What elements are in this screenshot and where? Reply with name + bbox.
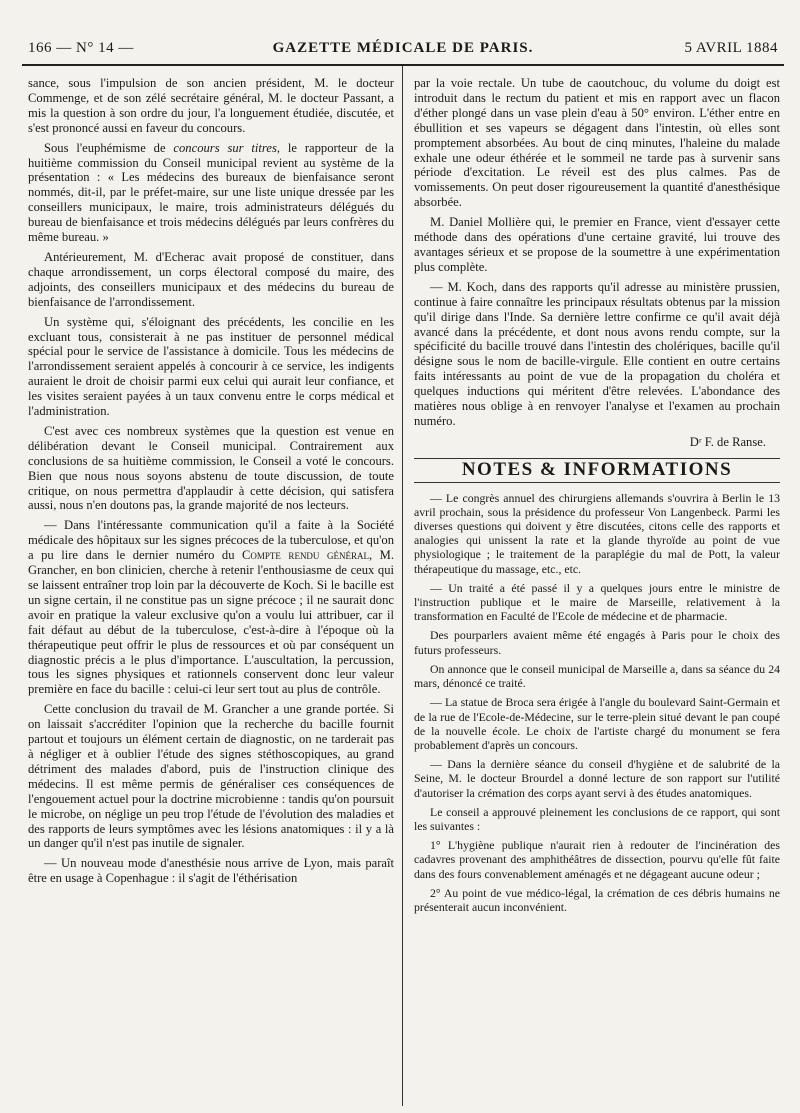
author-signature: Dʳ F. de Ranse.	[689, 434, 766, 449]
text-run: — Dans l'intéressante communication qu'il a faite à la Société médicale des hôpitaux sur les signes précoces de la tuberculose, et qu'on a pu lire dans le dernier numéro du	[28, 518, 394, 563]
text-run: Sous l'euphémisme de	[44, 140, 174, 155]
paragraph: — Un nouveau mode d'anesthésie nous arrive de Lyon, mais paraît être en usage à Copenhague : il s'agit de l'éthérisation	[28, 856, 394, 886]
section-title: NOTES & INFORMATIONS	[414, 458, 780, 483]
notes-section	[414, 491, 780, 914]
paragraph: 2° Au point de vue médico-légal, la crémation de ces débris humains ne présenterait aucun inconvénient.	[414, 885, 780, 914]
paragraph: Un système qui, s'éloignant des précédents, les concilie en les excluant tous, consisterait à ne pas instituer de personnel médical spécial pour le service de l'assistance à domicile. Tous les médecins de l'arrondissement seraient appelés à concourir à ce service, les indigents auraient le droit de choisir parmi eux celui qui aurait leur confiance, et les visites seraient payées à un taux convenu entre le corps médical et l'administration.	[28, 314, 394, 419]
paragraph: Antérieurement, M. d'Echerac avait proposé de constituer, dans chaque arrondissement, un corps électoral composé du maire, des adjoints, des conseillers municipaux et des médecins du bureau de bienfaisance de l'arrondissement.	[28, 249, 394, 309]
header-rule	[22, 64, 784, 66]
paragraph: — Un traité a été passé il y a quelques jours entre le ministre de l'instruction publique et le maire de Marseille, relativement à la transformation en Faculté de l'Ecole de médecine et de pharmacie.	[414, 580, 780, 624]
paragraph: — La statue de Broca sera érigée à l'angle du boulevard Saint-Germain et de la rue de l'Ecole-de-Médecine, sur le terre-plein situé devant le pan coupé de la nouvelle école. Le choix de l'artiste chargé du monument se fera probablement d'après un concours.	[414, 695, 780, 752]
paragraph: — Dans la dernière séance du conseil d'hygiène et de salubrité de la Seine, M. le docteur Brourdel a donné lecture de son rapport sur l'utilité d'autoriser la crémation des corps ayant servi à des études anatomiques.	[414, 757, 780, 800]
left-column	[28, 76, 394, 1106]
paragraph: M. Daniel Mollière qui, le premier en France, vient d'essayer cette méthode dans des opérations d'une certaine gravité, lui trouve des avantages sérieux et se propose de la soumettre à une expérimentation plus complète.	[414, 215, 780, 274]
page-header	[22, 38, 784, 62]
issue-date: 5 AVRIL 1884	[684, 40, 778, 56]
paragraph: Le conseil a approuvé pleinement les conclusions de ce rapport, qui sont les suivantes :	[414, 804, 780, 833]
paragraph	[28, 141, 394, 245]
newspaper-page	[22, 0, 784, 1113]
italic-text: concours sur titres	[173, 140, 277, 155]
paragraph: Des pourparlers avaient même été engagés à Paris pour le choix des futurs professeurs.	[414, 628, 780, 657]
text-run: , le rapporteur de la huitième commission du Conseil municipal revient au système de la présentation : « Les médecins des bureaux de bienfaisance seront nommés, dit-il, par le préfet-maire, sur une liste unique dressée par les conseillers municipaux, le maire, trois administrateurs délégués du bureau de bienfaisance et trois médecins délégués par leurs confrères du même bureau. »	[28, 140, 394, 245]
small-caps-text: Compte rendu général	[242, 548, 369, 563]
paragraph: On annonce que le conseil municipal de Marseille a, dans sa séance du 24 mars, dénoncé ce traité.	[414, 661, 780, 691]
column-divider	[402, 66, 403, 1106]
page-number: 166 — N° 14 —	[28, 40, 134, 56]
journal-title: GAZETTE MÉDICALE DE PARIS.	[272, 40, 534, 56]
paragraph: — Le congrès annuel des chirurgiens allemands s'ouvrira à Berlin le 13 avril prochain, sous la présidence du professeur Von Langenbeck. Parmi les diverses questions qui doivent y être discutées, citons celle des rapports et analogies qui unissent la rate et la glande thyroïde au point de vue physiologique ; le traitement de la paraplégie du mal de Pott, la valeur thérapeutique du massage, etc., etc.	[414, 490, 780, 576]
paragraph: C'est avec ces nombreux systèmes que la question est venue en délibération devant le Conseil municipal. Contrairement aux conclusions de sa huitième commission, le Conseil a voté le concours. Bien que nous nous soyons abstenu de toute discussion, de toute critique, on nous permettra d'applaudir à cette décision, qui satisfera aussi, nous n'en doutons pas, la grande majorité de nos lecteurs.	[28, 423, 394, 513]
paragraph: — M. Koch, dans des rapports qu'il adresse au ministère prussien, continue à faire connaître les principaux résultats obtenus par la mission qu'il dirige dans l'Inde. Sa dernière lettre confirme ce qu'il avait déjà avancé dans la précédente, et dont nous avons rendu compte, sur la spécificité du bacille trouvé dans l'intestin des cholériques, bacille qu'il désigne sous le nom de bacille-virgule. Elle contient en outre certains faits intéressants au point de vue de la propagation du choléra et quelques inductions qui méritent d'être relevées. L'abondance des matières nous oblige à en renvoyer l'analyse et l'examen au prochain numéro.	[414, 279, 780, 428]
paragraph: Cette conclusion du travail de M. Grancher a une grande portée. Si on laissait s'accréditer l'opinion que la recherche du bacille fournit partout et toujours un élément certain de diagnostic, on ne tarderait pas à négliger et à oublier l'étude des signes stéthoscopiques, au grand détriment des malades d'abord, puis de l'instruction clinique des médecins. Il est même permis de généraliser ces conséquences de l'engouement actuel pour la doctrine microbienne : tandis qu'on poursuit le microbe, on néglige un peu trop l'étude de l'évolution des maladies et des rapports de leurs symptômes avec les lésions anatomiques : il y a là un danger qu'il n'est pas inutile de signaler.	[28, 702, 394, 851]
paragraph: par la voie rectale. Un tube de caoutchouc, du volume du doigt est introduit dans le rectum du patient et mis en rapport avec un flacon d'éther plongé dans un vase plein d'eau à 50° environ. L'éther entre en ébullition et ses vapeurs se dégagent dans l'intestin, où elles sont promptement absorbées. Au bout de cinq minutes, l'haleine du malade exhale une odeur éthérée et le sommeil ne tarde pas à survenir sans période d'excitation. Le réveil est des plus calmes. Pas de vomissements. On peut doser rigoureusement la quantité d'anesthésique absorbée.	[414, 76, 780, 210]
right-column	[414, 76, 780, 1106]
paragraph	[28, 518, 394, 697]
text-run: , M. Grancher, en bon clinicien, cherche à retenir l'enthousiasme de ceux qui se laissent entraîner trop loin par la découverte de Koch. Si le bacille est un signe certain, il ne constitue pas un signe précoce ; il ne saurait donc avoir en pratique la valeur exclusive qu'on a voulu lui attribuer, car il fait défaut au début de la tuberculose, c'est-à-dire à l'époque où la thérapeutique peut offrir le plus de ressources et où par conséquent un diagnostic précis a le plus d'importance. L'auscultation, la percussion, tous les signes physiques et rationnels conservent donc leur valeur première en face du bacille : celui-ci leur sert tout au plus de contrôle.	[28, 548, 394, 697]
paragraph: 1° L'hygiène publique n'aurait rien à redouter de l'incinération des cadavres provenant des amphithéâtres de dissection, pourvu qu'elle fût faite dans des fours convenablement aménagés et ne dégageant aucune odeur ;	[414, 838, 780, 881]
paragraph: sance, sous l'impulsion de son ancien président, M. le docteur Commenge, et de son zélé secrétaire général, M. le docteur Passant, a mis la question à son ordre du jour, l'a longuement étudiée, discutée, et s'est prononcé aussi en faveur du concours.	[28, 76, 394, 135]
